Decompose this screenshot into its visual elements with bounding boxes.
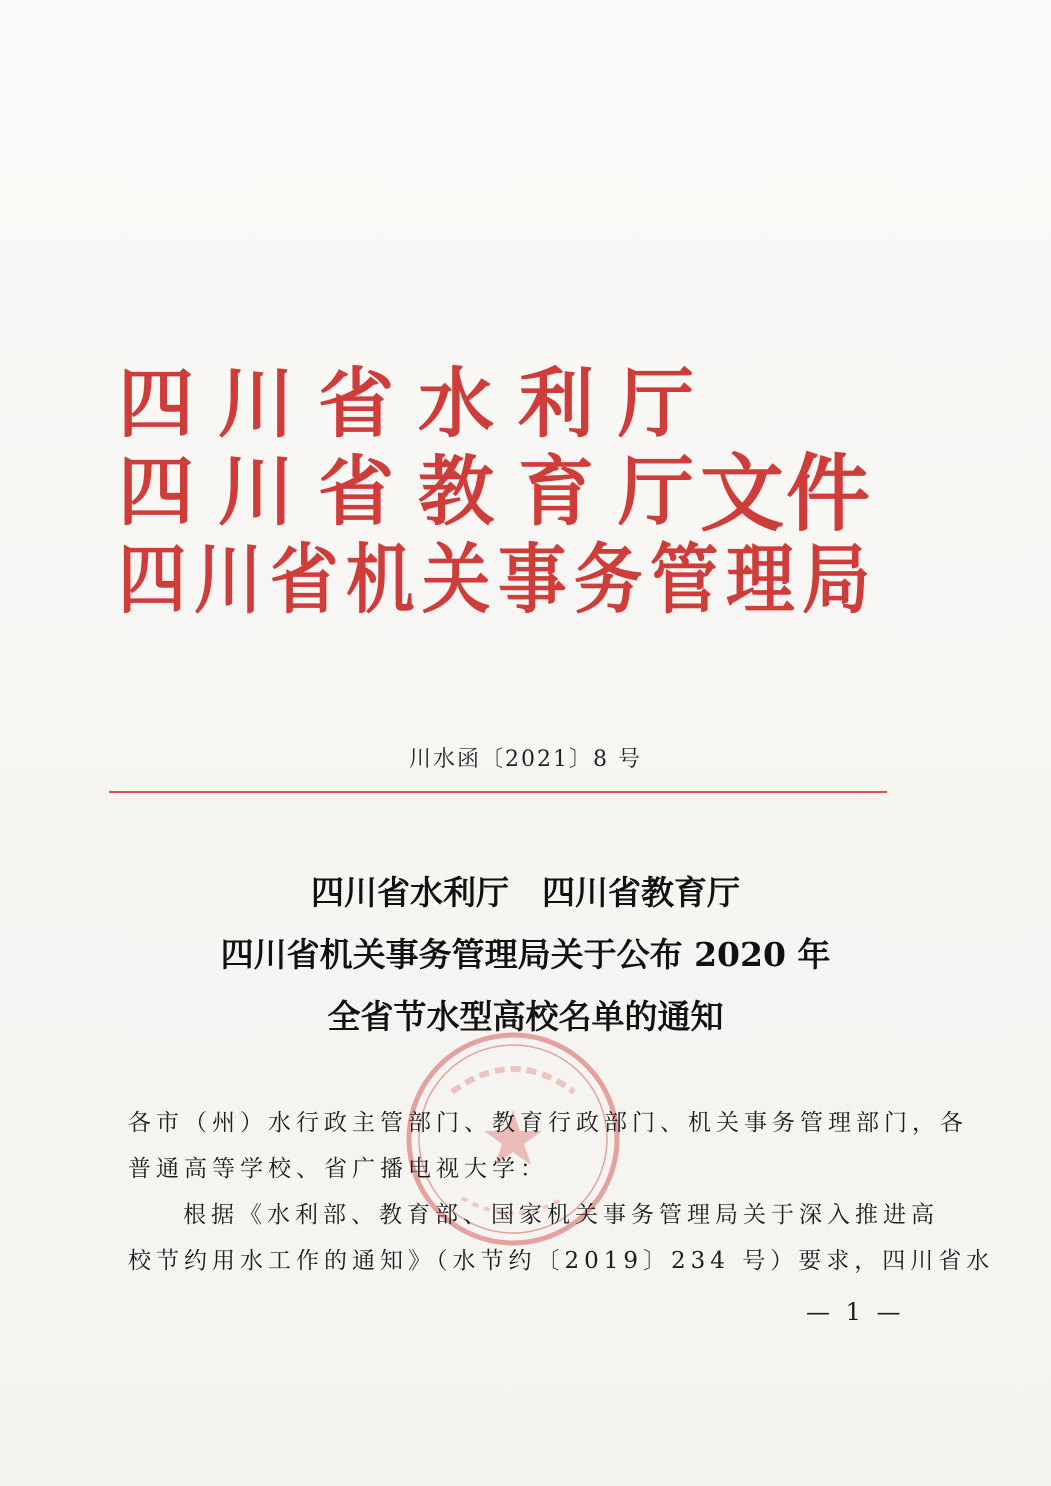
red-separator-line bbox=[109, 791, 887, 793]
body-line-paragraph: 根据《水利部、教育部、国家机关事务管理局关于深入推进高 bbox=[183, 1202, 939, 1228]
masthead-char: 四 bbox=[118, 359, 194, 448]
document-body bbox=[128, 1100, 995, 1284]
masthead-char: 川 bbox=[218, 447, 294, 536]
body-line-addressees: 各市（州）水行政主管部门、教育行政部门、机关事务管理部门，各 bbox=[128, 1110, 968, 1136]
masthead-document-suffix: 文件 bbox=[700, 445, 873, 543]
masthead-char: 省 bbox=[318, 447, 394, 536]
masthead-char: 教 bbox=[418, 447, 494, 536]
masthead-char: 川 bbox=[218, 359, 294, 448]
masthead-char: 管 bbox=[650, 535, 719, 624]
masthead-line-affairs-bureau bbox=[118, 536, 878, 624]
document-number: 川水函〔2021〕8 号 bbox=[409, 747, 642, 772]
masthead-char: 厅 bbox=[618, 447, 694, 536]
masthead-char: 理 bbox=[726, 535, 795, 624]
page-number: — 1 — bbox=[806, 1298, 905, 1326]
title-line: 四川省机关事务管理局关于公布 2020 年 bbox=[220, 935, 831, 974]
masthead-char: 务 bbox=[574, 535, 643, 624]
masthead-char: 事 bbox=[498, 535, 567, 624]
seal-lettering-mark bbox=[452, 1069, 574, 1092]
masthead-char: 育 bbox=[518, 447, 594, 536]
document-title bbox=[0, 862, 1051, 1048]
masthead-char: 省 bbox=[270, 535, 339, 624]
title-line: 四川省水利厅 四川省教育厅 bbox=[311, 873, 740, 912]
body-line-addressees-cont: 普通高等学校、省广播电视大学： bbox=[128, 1156, 548, 1182]
masthead-char: 四 bbox=[118, 447, 194, 536]
body-line-paragraph-cont: 校节约用水工作的通知》（水节约〔2019〕234 号）要求，四川省水 bbox=[128, 1248, 995, 1274]
masthead-char: 利 bbox=[518, 359, 594, 448]
masthead-char: 川 bbox=[194, 535, 263, 624]
masthead-char: 关 bbox=[422, 535, 491, 624]
masthead-char: 省 bbox=[318, 359, 394, 448]
title-line: 全省节水型高校名单的通知 bbox=[327, 997, 724, 1036]
masthead-char: 厅 bbox=[618, 359, 694, 448]
red-masthead bbox=[118, 360, 878, 624]
masthead-char: 局 bbox=[802, 535, 871, 624]
masthead-char: 四 bbox=[118, 535, 187, 624]
masthead-char: 水 bbox=[418, 359, 494, 448]
masthead-line-water-resources bbox=[118, 360, 878, 448]
masthead-char: 机 bbox=[346, 535, 415, 624]
